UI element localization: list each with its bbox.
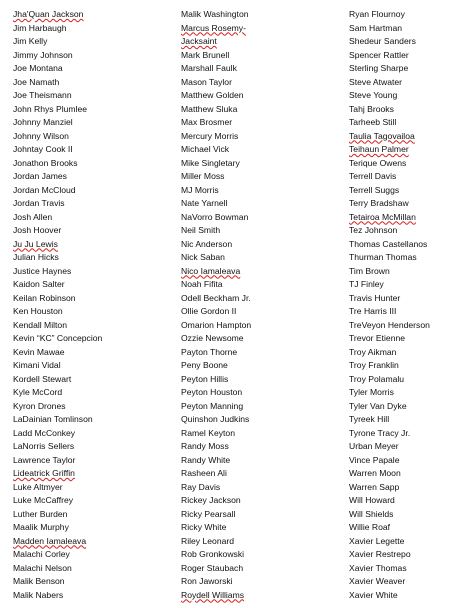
name-text: Julian Hicks bbox=[13, 252, 59, 262]
name-list-item bbox=[13, 386, 173, 400]
name-text: Omarion Hampton bbox=[181, 319, 252, 330]
name-text: Terry Bradshaw bbox=[349, 198, 409, 208]
name-text: Urban Meyer bbox=[349, 441, 399, 451]
name-text: Luther Burden bbox=[13, 508, 68, 519]
name-text: Noah Fifita bbox=[181, 279, 223, 289]
name-text: Odell Beckham Jr. bbox=[181, 292, 251, 303]
name-list-item bbox=[13, 454, 173, 468]
name-list-item bbox=[13, 427, 173, 441]
name-list-item bbox=[13, 238, 173, 252]
name-list-item bbox=[349, 49, 447, 63]
name-list-item bbox=[181, 332, 341, 346]
name-text: Ricky White bbox=[181, 522, 227, 532]
name-list-item bbox=[13, 305, 173, 319]
name-text: Nick Saban bbox=[181, 252, 225, 262]
name-list-item bbox=[181, 400, 341, 414]
name-text: TJ Finley bbox=[349, 279, 384, 289]
name-list-item bbox=[181, 440, 341, 454]
name-list-item bbox=[181, 427, 341, 441]
name-text: Peyton Manning bbox=[181, 400, 244, 411]
name-text: Trevor Etienne bbox=[349, 333, 406, 343]
name-text: Randy White bbox=[181, 454, 231, 465]
name-list-item bbox=[181, 89, 341, 103]
name-list-item bbox=[181, 170, 341, 184]
name-text: Thurman Thomas bbox=[349, 252, 417, 262]
name-text: Terique Owens bbox=[349, 157, 407, 168]
name-text: Steve Young bbox=[349, 90, 398, 100]
name-list-item bbox=[13, 278, 173, 292]
name-list-item bbox=[349, 170, 447, 184]
name-list-item bbox=[181, 238, 341, 252]
name-text: LaNorris Sellers bbox=[13, 441, 75, 451]
name-text: Xavier Legette bbox=[349, 535, 405, 546]
name-list-item bbox=[181, 251, 341, 265]
name-list-item bbox=[349, 427, 447, 441]
name-list-item bbox=[349, 116, 447, 130]
name-text: Marshall Faulk bbox=[181, 63, 237, 73]
name-list-item bbox=[181, 359, 341, 373]
name-text: Mark Brunell bbox=[181, 49, 230, 60]
name-list-item bbox=[181, 292, 341, 306]
name-text: Jonathon Brooks bbox=[13, 157, 78, 168]
name-text-spellcheck-flagged: Teihaun Palmer bbox=[349, 144, 409, 154]
name-text: Ray Davis bbox=[181, 481, 221, 492]
name-text: Miller Moss bbox=[181, 171, 225, 181]
name-text: Mercury Morris bbox=[181, 130, 239, 141]
name-text: TreVeyon Henderson bbox=[349, 319, 430, 330]
name-list-item bbox=[349, 103, 447, 117]
name-text: Tyler Van Dyke bbox=[349, 400, 407, 411]
name-list-item bbox=[13, 62, 173, 76]
name-text: Kyron Drones bbox=[13, 400, 66, 411]
name-list-item bbox=[13, 319, 173, 333]
name-text: Nate Yarnell bbox=[181, 198, 228, 208]
name-text: Troy Polamalu bbox=[349, 373, 405, 384]
name-text: Tarheeb Still bbox=[349, 117, 397, 127]
name-text: Max Brosmer bbox=[181, 117, 233, 127]
name-list-item bbox=[13, 170, 173, 184]
name-list-item bbox=[349, 400, 447, 414]
name-text: Nic Anderson bbox=[181, 238, 233, 249]
name-column-2 bbox=[181, 8, 341, 602]
name-text-spellcheck-flagged: Lideatrick Griffin bbox=[13, 468, 75, 478]
name-text: Thomas Castellanos bbox=[349, 238, 428, 249]
name-list-item bbox=[181, 130, 341, 144]
name-text: Ladd McConkey bbox=[13, 427, 76, 438]
name-text: Ryan Flournoy bbox=[349, 9, 405, 19]
name-text: Malachi Nelson bbox=[13, 562, 72, 573]
name-list-item bbox=[349, 562, 447, 576]
name-list-item bbox=[13, 440, 173, 454]
name-list-item bbox=[181, 562, 341, 576]
name-list-item bbox=[349, 62, 447, 76]
name-list-item bbox=[181, 305, 341, 319]
name-list-item bbox=[349, 508, 447, 522]
name-list-item bbox=[349, 238, 447, 252]
name-text: Rasheen Ali bbox=[181, 468, 227, 478]
name-list-item bbox=[13, 481, 173, 495]
name-text: Troy Aikman bbox=[349, 346, 397, 357]
name-list-item bbox=[349, 265, 447, 279]
name-list-item bbox=[349, 157, 447, 171]
name-list-item bbox=[181, 319, 341, 333]
name-text: Roger Staubach bbox=[181, 562, 244, 573]
name-list-item bbox=[181, 103, 341, 117]
name-text: Peny Boone bbox=[181, 360, 228, 370]
name-list-item bbox=[181, 494, 341, 508]
name-text: Michael Vick bbox=[181, 144, 230, 154]
name-list-item bbox=[13, 76, 173, 90]
name-list-item bbox=[349, 305, 447, 319]
name-text: Quinshon Judkins bbox=[181, 414, 250, 424]
name-text: Xavier White bbox=[349, 589, 398, 600]
name-list-item bbox=[13, 103, 173, 117]
name-list-item bbox=[13, 521, 173, 535]
name-text: Maalik Murphy bbox=[13, 522, 69, 532]
name-list-item bbox=[181, 481, 341, 495]
name-text: Joe Namath bbox=[13, 76, 60, 87]
name-list-item bbox=[349, 251, 447, 265]
name-text: Kordell Stewart bbox=[13, 373, 72, 384]
name-list-item bbox=[349, 8, 447, 22]
name-list-item bbox=[13, 400, 173, 414]
name-list-item bbox=[349, 130, 447, 144]
name-list-item bbox=[181, 575, 341, 589]
name-list-item bbox=[13, 251, 173, 265]
name-text: Payton Thorne bbox=[181, 346, 238, 357]
name-text: Troy Franklin bbox=[349, 360, 399, 370]
name-list-item bbox=[349, 454, 447, 468]
name-list-item bbox=[181, 346, 341, 360]
name-list-item bbox=[349, 481, 447, 495]
name-text: Neil Smith bbox=[181, 225, 221, 235]
name-list-item bbox=[181, 413, 341, 427]
name-list-item bbox=[349, 35, 447, 49]
name-list-item bbox=[13, 562, 173, 576]
name-text-spellcheck-flagged: Marcus Rosemy- bbox=[181, 22, 246, 33]
name-list-item bbox=[13, 130, 173, 144]
name-list-item bbox=[349, 467, 447, 481]
name-column-1 bbox=[13, 8, 173, 602]
name-list-item bbox=[13, 292, 173, 306]
name-text: Jimmy Johnson bbox=[13, 49, 73, 60]
name-text: Will Howard bbox=[349, 495, 395, 505]
name-list-item bbox=[13, 8, 173, 22]
name-list-item bbox=[349, 440, 447, 454]
name-text: Malik Washington bbox=[181, 9, 249, 19]
name-text: Tyrone Tracy Jr. bbox=[349, 427, 411, 438]
name-text: Matthew Golden bbox=[181, 90, 244, 100]
name-text: Rob Gronkowski bbox=[181, 549, 245, 559]
name-text: Xavier Restrepo bbox=[349, 549, 411, 559]
name-list-item bbox=[181, 278, 341, 292]
name-list-item bbox=[13, 265, 173, 279]
name-text: Shedeur Sanders bbox=[349, 36, 416, 46]
name-text: Tre Harris III bbox=[349, 306, 397, 316]
name-list-item bbox=[349, 589, 447, 603]
name-list-item bbox=[13, 467, 173, 481]
name-text-spellcheck-flagged: Taulia Tagovailoa bbox=[349, 130, 415, 141]
name-text: Ollie Gordon II bbox=[181, 306, 237, 316]
name-list-item bbox=[13, 508, 173, 522]
name-list-item bbox=[349, 224, 447, 238]
name-list-item bbox=[181, 157, 341, 171]
name-list-item bbox=[349, 319, 447, 333]
name-text: Jordan Travis bbox=[13, 198, 65, 208]
name-text: Tez Johnson bbox=[349, 225, 398, 235]
name-text: Terrell Suggs bbox=[349, 184, 400, 195]
name-text: Peyton Houston bbox=[181, 387, 243, 397]
name-list-item bbox=[349, 143, 447, 157]
name-list-item bbox=[13, 575, 173, 589]
name-text: Terrell Davis bbox=[349, 171, 397, 181]
name-list-item bbox=[13, 211, 173, 225]
name-list-item bbox=[181, 22, 341, 36]
name-text: Xavier Thomas bbox=[349, 562, 407, 573]
name-text-spellcheck-flagged: Tetairoa McMillan bbox=[349, 211, 416, 222]
name-list-item bbox=[349, 332, 447, 346]
name-list-item bbox=[181, 8, 341, 22]
name-list-item bbox=[349, 22, 447, 36]
name-list-item bbox=[349, 292, 447, 306]
name-list-item bbox=[181, 467, 341, 481]
name-text: Jordan James bbox=[13, 171, 67, 181]
name-list-item bbox=[181, 265, 341, 279]
name-text: Jim Harbaugh bbox=[13, 22, 67, 33]
name-text: Travis Hunter bbox=[349, 292, 401, 303]
name-text: Lawrence Taylor bbox=[13, 454, 76, 465]
name-list-item bbox=[13, 346, 173, 360]
name-list-item bbox=[349, 548, 447, 562]
name-list-item bbox=[13, 89, 173, 103]
name-text: Luke Altmyer bbox=[13, 481, 63, 492]
name-text: Mason Taylor bbox=[181, 76, 232, 87]
name-text: Luke McCaffrey bbox=[13, 495, 74, 505]
name-text: Malik Nabers bbox=[13, 589, 64, 600]
name-text: Tahj Brooks bbox=[349, 103, 394, 114]
name-text: Randy Moss bbox=[181, 441, 229, 451]
name-list-item bbox=[181, 535, 341, 549]
name-list-item bbox=[13, 116, 173, 130]
name-text: Sterling Sharpe bbox=[349, 63, 409, 73]
name-list-item bbox=[181, 589, 341, 603]
name-list-item bbox=[181, 62, 341, 76]
name-list-item bbox=[13, 548, 173, 562]
name-list-item bbox=[181, 197, 341, 211]
name-text: Keilan Robinson bbox=[13, 292, 76, 303]
name-text: Rickey Jackson bbox=[181, 495, 241, 505]
name-list-item bbox=[181, 508, 341, 522]
name-text: Warren Sapp bbox=[349, 481, 400, 492]
name-text: Johnny Wilson bbox=[13, 130, 69, 141]
name-text-spellcheck-flagged: Madden Iamaleava bbox=[13, 535, 87, 546]
name-list-item bbox=[349, 76, 447, 90]
name-list-item bbox=[181, 116, 341, 130]
name-text: Malachi Corley bbox=[13, 549, 70, 559]
name-list-item bbox=[13, 184, 173, 198]
name-text: John Rhys Plumlee bbox=[13, 103, 88, 114]
name-list-item bbox=[349, 278, 447, 292]
name-list-item bbox=[349, 494, 447, 508]
name-text: Matthew Sluka bbox=[181, 103, 238, 114]
name-text: Peyton Hillis bbox=[181, 373, 229, 384]
name-text: Kendall Milton bbox=[13, 319, 67, 330]
name-text: Ricky Pearsall bbox=[181, 508, 236, 519]
name-text: Jordan McCloud bbox=[13, 184, 76, 195]
name-text: Joe Theismann bbox=[13, 90, 72, 100]
name-text: Sam Hartman bbox=[349, 22, 403, 33]
name-text: Ken Houston bbox=[13, 306, 63, 316]
name-text-spellcheck-flagged: Jacksaint bbox=[181, 36, 217, 46]
name-list-item bbox=[349, 413, 447, 427]
name-text: Malik Benson bbox=[13, 576, 65, 586]
name-list-item bbox=[13, 35, 173, 49]
name-text: Tyler Morris bbox=[349, 387, 394, 397]
name-text: Willie Roaf bbox=[349, 522, 391, 532]
name-text-spellcheck-flagged: Jha'Quan Jackson bbox=[13, 9, 84, 19]
name-text: Kevin “KC” Concepcion bbox=[13, 333, 103, 343]
name-text-spellcheck-flagged: Nico Iamaleava bbox=[181, 265, 241, 276]
name-text: Johnny Manziel bbox=[13, 117, 73, 127]
name-list-item bbox=[13, 494, 173, 508]
name-list-item bbox=[349, 575, 447, 589]
name-list-item bbox=[349, 521, 447, 535]
name-list-item bbox=[349, 184, 447, 198]
name-text: Warren Moon bbox=[349, 468, 401, 478]
name-text: Kaidon Salter bbox=[13, 279, 65, 289]
name-list-item bbox=[13, 413, 173, 427]
name-text: Jim Kelly bbox=[13, 36, 48, 46]
name-list-item bbox=[181, 184, 341, 198]
name-list-item bbox=[349, 89, 447, 103]
name-text: Spencer Rattler bbox=[349, 49, 409, 60]
name-list-item bbox=[13, 22, 173, 36]
name-text: Joe Montana bbox=[13, 63, 63, 73]
name-text: Will Shields bbox=[349, 508, 394, 519]
name-list-item bbox=[181, 211, 341, 225]
name-text: Kimani Vidal bbox=[13, 360, 61, 370]
name-text: Kevin Mawae bbox=[13, 346, 65, 357]
name-text-spellcheck-flagged: Roydell Williams bbox=[181, 589, 245, 600]
name-text: Tim Brown bbox=[349, 265, 390, 276]
name-list-item bbox=[181, 521, 341, 535]
name-list-item bbox=[13, 197, 173, 211]
name-list-item bbox=[13, 157, 173, 171]
name-text: Ozzie Newsome bbox=[181, 333, 244, 343]
name-text: Riley Leonard bbox=[181, 535, 235, 546]
name-list-item bbox=[181, 548, 341, 562]
name-text: MJ Morris bbox=[181, 184, 219, 195]
name-list-item bbox=[349, 197, 447, 211]
name-text: Justice Haynes bbox=[13, 265, 72, 276]
name-list-item bbox=[13, 224, 173, 238]
name-text: Kyle McCord bbox=[13, 387, 63, 397]
name-text: Josh Allen bbox=[13, 211, 53, 222]
name-text: NaVorro Bowman bbox=[181, 211, 249, 222]
name-text: Josh Hoover bbox=[13, 225, 62, 235]
name-list-item bbox=[181, 76, 341, 90]
name-text: Vince Papale bbox=[349, 454, 400, 465]
name-list-item bbox=[13, 143, 173, 157]
name-list-item bbox=[181, 35, 341, 49]
name-list-item bbox=[13, 535, 173, 549]
name-text: Tyreek Hill bbox=[349, 414, 390, 424]
name-list-item bbox=[349, 359, 447, 373]
name-text: Ron Jaworski bbox=[181, 576, 233, 586]
name-column-3 bbox=[349, 8, 447, 602]
name-list-item bbox=[13, 359, 173, 373]
name-list-item bbox=[181, 386, 341, 400]
name-list-item bbox=[349, 386, 447, 400]
name-list-item bbox=[13, 332, 173, 346]
name-list-item bbox=[181, 454, 341, 468]
name-text: Xavier Weaver bbox=[349, 576, 406, 586]
name-text: Ramel Keyton bbox=[181, 427, 235, 438]
name-list-item bbox=[13, 49, 173, 63]
name-text: Mike Singletary bbox=[181, 157, 240, 168]
name-list-item bbox=[13, 373, 173, 387]
name-text-spellcheck-flagged: Ju Ju Lewis bbox=[13, 238, 58, 249]
name-list-item bbox=[181, 49, 341, 63]
name-text: Johntay Cook II bbox=[13, 144, 73, 154]
name-list-item bbox=[181, 373, 341, 387]
name-list-item bbox=[13, 589, 173, 603]
name-list-item bbox=[181, 224, 341, 238]
name-list-item bbox=[181, 143, 341, 157]
name-list-item bbox=[349, 346, 447, 360]
name-text: LaDainian Tomlinson bbox=[13, 414, 93, 424]
name-list-item bbox=[349, 373, 447, 387]
name-text: Steve Atwater bbox=[349, 76, 403, 87]
name-list-item bbox=[349, 211, 447, 225]
name-list-item bbox=[349, 535, 447, 549]
